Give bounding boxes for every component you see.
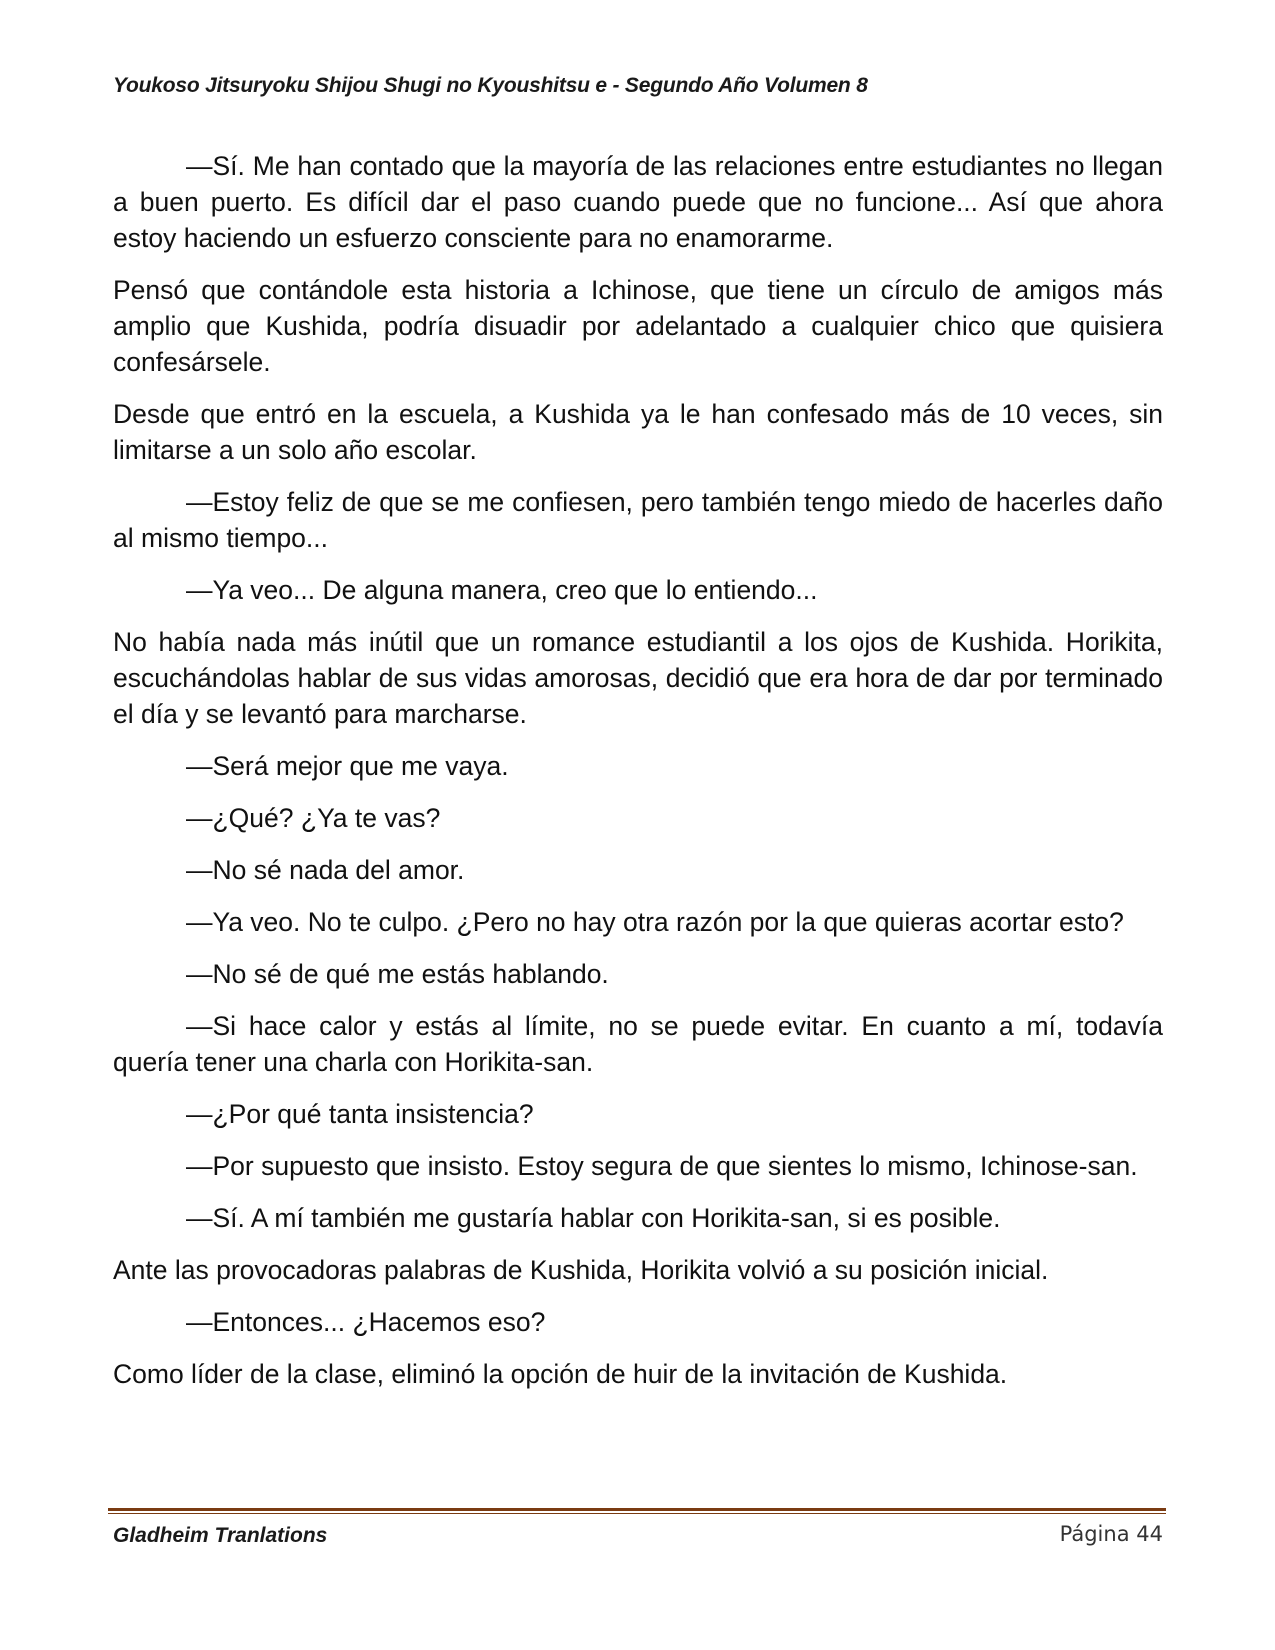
- paragraph-6: No había nada más inútil que un romance estudiantil a los ojos de Kushida. Horikita, escuchándolas hablar de sus vidas amorosas, decidió que era hora de dar por terminado el día y se levantó para marcharse.: [113, 627, 1163, 729]
- page-body: [113, 148, 1163, 1408]
- paragraph-14: —Por supuesto que insisto. Estoy segura de que sientes lo mismo, Ichinose-san.: [186, 1151, 1138, 1181]
- paragraph-2: Pensó que contándole esta historia a Ichinose, que tiene un círculo de amigos más amplio que Kushida, podría disuadir por adelantado a cualquier chico que quisiera confesársele.: [113, 275, 1163, 377]
- paragraph-9: —No sé nada del amor.: [186, 855, 465, 885]
- paragraph-15: —Sí. A mí también me gustaría hablar con Horikita-san, si es posible.: [186, 1203, 1001, 1233]
- paragraph-17: —Entonces... ¿Hacemos eso?: [186, 1307, 546, 1337]
- paragraph-1: —Sí. Me han contado que la mayoría de las relaciones entre estudiantes no llegan a buen puerto. Es difícil dar el paso cuando puede que no funcione... Así que ahora estoy haciendo un esfuerzo consciente para no enamorarme.: [113, 151, 1163, 253]
- paragraph-13: —¿Por qué tanta insistencia?: [186, 1099, 534, 1129]
- footer-divider: [108, 1508, 1166, 1514]
- running-header: Youkoso Jitsuryoku Shijou Shugi no Kyoushitsu e - Segundo Año Volumen 8: [113, 74, 868, 97]
- paragraph-8: —¿Qué? ¿Ya te vas?: [186, 803, 441, 833]
- paragraph-4: —Estoy feliz de que se me confiesen, pero también tengo miedo de hacerles daño al mismo tiempo...: [113, 487, 1163, 553]
- paragraph-5: —Ya veo... De alguna manera, creo que lo entiendo...: [186, 575, 818, 605]
- paragraph-11: —No sé de qué me estás hablando.: [186, 959, 609, 989]
- paragraph-16: Ante las provocadoras palabras de Kushida, Horikita volvió a su posición inicial.: [113, 1255, 1049, 1285]
- page-label: Página: [1059, 1522, 1130, 1546]
- footer-translator: Gladheim Tranlations: [113, 1524, 328, 1547]
- paragraph-3: Desde que entró en la escuela, a Kushida ya le han confesado más de 10 veces, sin limitarse a un solo año escolar.: [113, 399, 1163, 465]
- paragraph-18: Como líder de la clase, eliminó la opción de huir de la invitación de Kushida.: [113, 1359, 1008, 1389]
- paragraph-10: —Ya veo. No te culpo. ¿Pero no hay otra razón por la que quieras acortar esto?: [186, 907, 1124, 937]
- page-number: [1060, 1522, 1163, 1546]
- paragraph-12: —Si hace calor y estás al límite, no se puede evitar. En cuanto a mí, todavía quería tener una charla con Horikita-san.: [113, 1011, 1163, 1077]
- paragraph-7: —Será mejor que me vaya.: [186, 751, 509, 781]
- page-number-value: 44: [1136, 1522, 1163, 1546]
